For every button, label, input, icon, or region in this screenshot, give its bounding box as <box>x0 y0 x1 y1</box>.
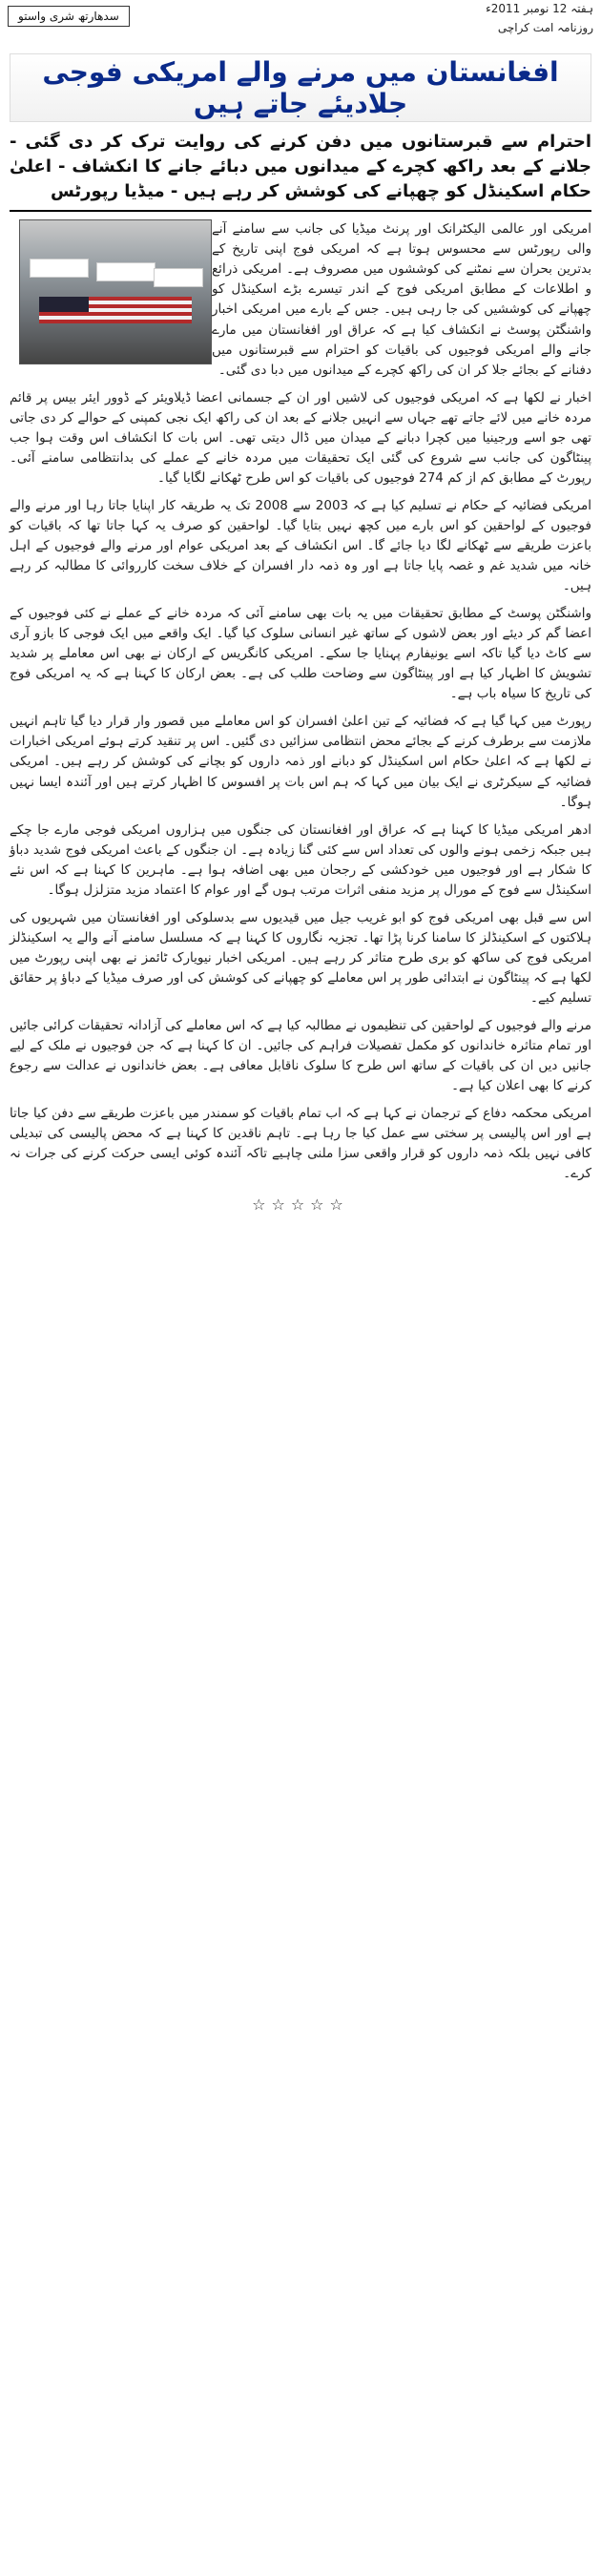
paragraph: اخبار نے لکھا ہے کہ امریکی فوجیوں کی لاشیں اور ان کے جسمانی اعضا ڈیلاویئر کے ڈوور ایئر بیس پر قائم مردہ خانے میں لائے جاتے تھے جہاں سے انہیں جلانے کے بعد ان کی راکھ ایک نجی کمپنی کے حوالے کر دی جاتی تھی جو اسے ورجینیا میں کچرا دبانے کے میدان میں ڈال دیتی تھی۔ اس بات کا انکشاف اس وقت ہوا جب پینٹاگون کی جانب سے شروع کی گئی ایک تحقیقات میں مردہ خانے کے عملے کی بدانتظامی سامنے آئی۔ رپورٹ کے مطابق کم از کم 274 فوجیوں کی باقیات کو اس طرح ٹھکانے لگایا گیا۔ <box>10 389 591 486</box>
paragraph: رپورٹ میں کہا گیا ہے کہ فضائیہ کے تین اعلیٰ افسران کو اس معاملے میں قصور وار قرار دیا گیا تاہم انہیں ملازمت سے برطرف کرنے کے بجائے محض انتظامی سزائیں دی گئیں۔ اس پر تنقید کرتے ہوئے امریکی اخبارات نے لکھا ہے کہ اعلیٰ حکام اس اسکینڈل کو دبانے اور ذمہ داروں کو بچانے کی کوشش کر رہے ہیں۔ امریکی فضائیہ کے سیکرٹری نے ایک بیان میں کہا کہ ہم اس بات پر افسوس کا اظہار کرتے ہیں اور آئندہ ایسا نہیں ہوگا۔ <box>10 714 591 810</box>
author-byline: سدھارتھ شری واستو <box>8 6 130 27</box>
headline: افغانستان میں مرنے والے امریکی فوجی جلادیئے جاتے ہیں <box>10 53 591 122</box>
article-photo <box>19 219 212 364</box>
paragraph: امریکی اور عالمی الیکٹرانک اور پرنٹ میڈیا کی جانب سے سامنے آنے والی رپورٹس سے محسوس ہوتا ہے کہ امریکی فوج اپنی تاریخ کے بدترین بحران سے نمٹنے کی کوششوں میں مصروف ہے۔ امریکی ذرائع و اطلاعات کے مطابق امریکی فوج کے اندر تیسرے بڑے اسکینڈل کو چھپانے کی کوششیں کی جا رہی ہیں۔ جس کے بارے میں امریکی اخبار واشنگٹن پوسٹ نے انکشاف کیا ہے کہ عراق اور افغانستان میں مارے جانے والے امریکی فوجیوں کی باقیات کو احترام سے قبرستانوں میں دفنانے کے بجائے جلا کر ان کی راکھ کچرے کے میدانوں میں دبا دی گئی۔ <box>212 221 591 378</box>
flag-canton <box>39 297 89 312</box>
paragraph: امریکی فضائیہ کے حکام نے تسلیم کیا ہے کہ 2003 سے 2008 تک یہ طریقہ کار اپنایا جاتا رہا اور مرنے والے فوجیوں کے لواحقین کو اس بارے میں کچھ نہیں بتایا گیا۔ لواحقین کو صرف یہ کہا جاتا تھا کہ باقیات کو باعزت طریقے سے ٹھکانے لگا دیا جائے گا۔ اس انکشاف کے بعد امریکی عوام اور مرنے والے فوجیوں کے اہل خانہ میں شدید غم و غصہ پایا جاتا ہے اور وہ ذمہ دار افسران کے خلاف سخت کارروائی کا مطالبہ کر رہے ہیں۔ <box>10 497 591 594</box>
paragraph: ادھر امریکی میڈیا کا کہنا ہے کہ عراق اور افغانستان کی جنگوں میں ہزاروں امریکی فوجی مارے جا چکے ہیں جبکہ زخمی ہونے والوں کی تعداد اس سے کئی گنا زیادہ ہے۔ ان جنگوں کے باعث امریکی فوج شدید دباؤ کا شکار ہے اور فوجیوں میں خودکشی کے رجحان میں بھی اضافہ ہوا ہے۔ ماہرین کا کہنا ہے کہ اس نئے اسکینڈل سے فوج کے مورال پر مزید منفی اثرات مرتب ہوں گے اور عوام کا اعتماد مزید متزلزل ہوگا۔ <box>10 821 591 898</box>
coffin-shape <box>96 262 155 281</box>
article-body <box>10 219 591 1217</box>
subheadline: احترام سے قبرستانوں میں دفن کرنے کی روایت ترک کر دی گئی - جلانے کے بعد راکھ کچرے کے میدانوں میں دبائے جانے کا انکشاف - اعلیٰ حکام اسکینڈل کو چھپانے کی کوشش کر رہے ہیں - میڈیا رپورٹس <box>10 132 591 202</box>
divider <box>10 210 591 212</box>
coffin-shape <box>30 259 89 278</box>
coffin-shape <box>154 268 203 287</box>
paragraph: اس سے قبل بھی امریکی فوج کو ابو غریب جیل میں قیدیوں سے بدسلوکی اور افغانستان میں شہریوں کی ہلاکتوں کے اسکینڈلز کا سامنا کرنا پڑا تھا۔ تجزیہ نگاروں کا کہنا ہے کہ مسلسل سامنے آنے والے یہ اسکینڈلز امریکی فوج کی ساکھ کو بری طرح متاثر کر رہے ہیں۔ امریکی اخبار نیویارک ٹائمز نے بھی اپنی رپورٹ میں لکھا ہے کہ پینٹاگون نے ابتدائی طور پر اس معاملے کو چھپانے کی کوشش کی اور صرف میڈیا کے دباؤ پر حقائق تسلیم کیے۔ <box>10 909 591 1006</box>
publication-date: ہفتہ 12 نومبر 2011ء <box>486 2 593 15</box>
masthead <box>0 0 601 48</box>
paragraph: مرنے والے فوجیوں کے لواحقین کی تنظیموں نے مطالبہ کیا ہے کہ اس معاملے کی آزادانہ تحقیقات کرائی جائیں اور تمام متاثرہ خاندانوں کو مکمل تفصیلات فراہم کی جائیں۔ ان کا کہنا ہے کہ جن فوجیوں نے ملک کے لیے جانیں دیں ان کی باقیات کے ساتھ اس طرح کا سلوک ناقابل معافی ہے۔ بعض خاندانوں نے عدالت سے رجوع کرنے کا بھی اعلان کیا ہے۔ <box>10 1018 591 1094</box>
paragraph: امریکی محکمہ دفاع کے ترجمان نے کہا ہے کہ اب تمام باقیات کو سمندر میں باعزت طریقے سے دفن کیا جاتا ہے اور اس پالیسی پر سختی سے عمل کیا جا رہا ہے۔ تاہم ناقدین کا کہنا ہے کہ محض پالیسی کی تبدیلی کافی نہیں بلکہ ذمہ داروں کو قرار واقعی سزا ملنی چاہیے تاکہ آئندہ کوئی ایسی حرکت کرنے کی جرات نہ کرے۔ <box>10 1106 591 1182</box>
end-stars: ☆☆☆☆☆ <box>252 1195 349 1215</box>
newspaper-name: روزنامہ امت کراچی <box>497 21 593 34</box>
paragraph: واشنگٹن پوسٹ کے مطابق تحقیقات میں یہ بات بھی سامنے آئی کہ مردہ خانے کے عملے نے کئی فوجیوں کے اعضا گم کر دیئے اور بعض لاشوں کے ساتھ غیر انسانی سلوک کیا گیا۔ ایک واقعے میں ایک فوجی کا بازو آری سے کاٹ دیا گیا تاکہ اسے یونیفارم پہنایا جا سکے۔ امریکی کانگریس کے ارکان نے بھی اس معاملے پر شدید تشویش کا اظہار کیا ہے اور پینٹاگون سے وضاحت طلب کی ہے۔ بعض ارکان کا کہنا ہے کہ یہ امریکی فوج کی تاریخ کا سیاہ باب ہے۔ <box>10 606 591 702</box>
